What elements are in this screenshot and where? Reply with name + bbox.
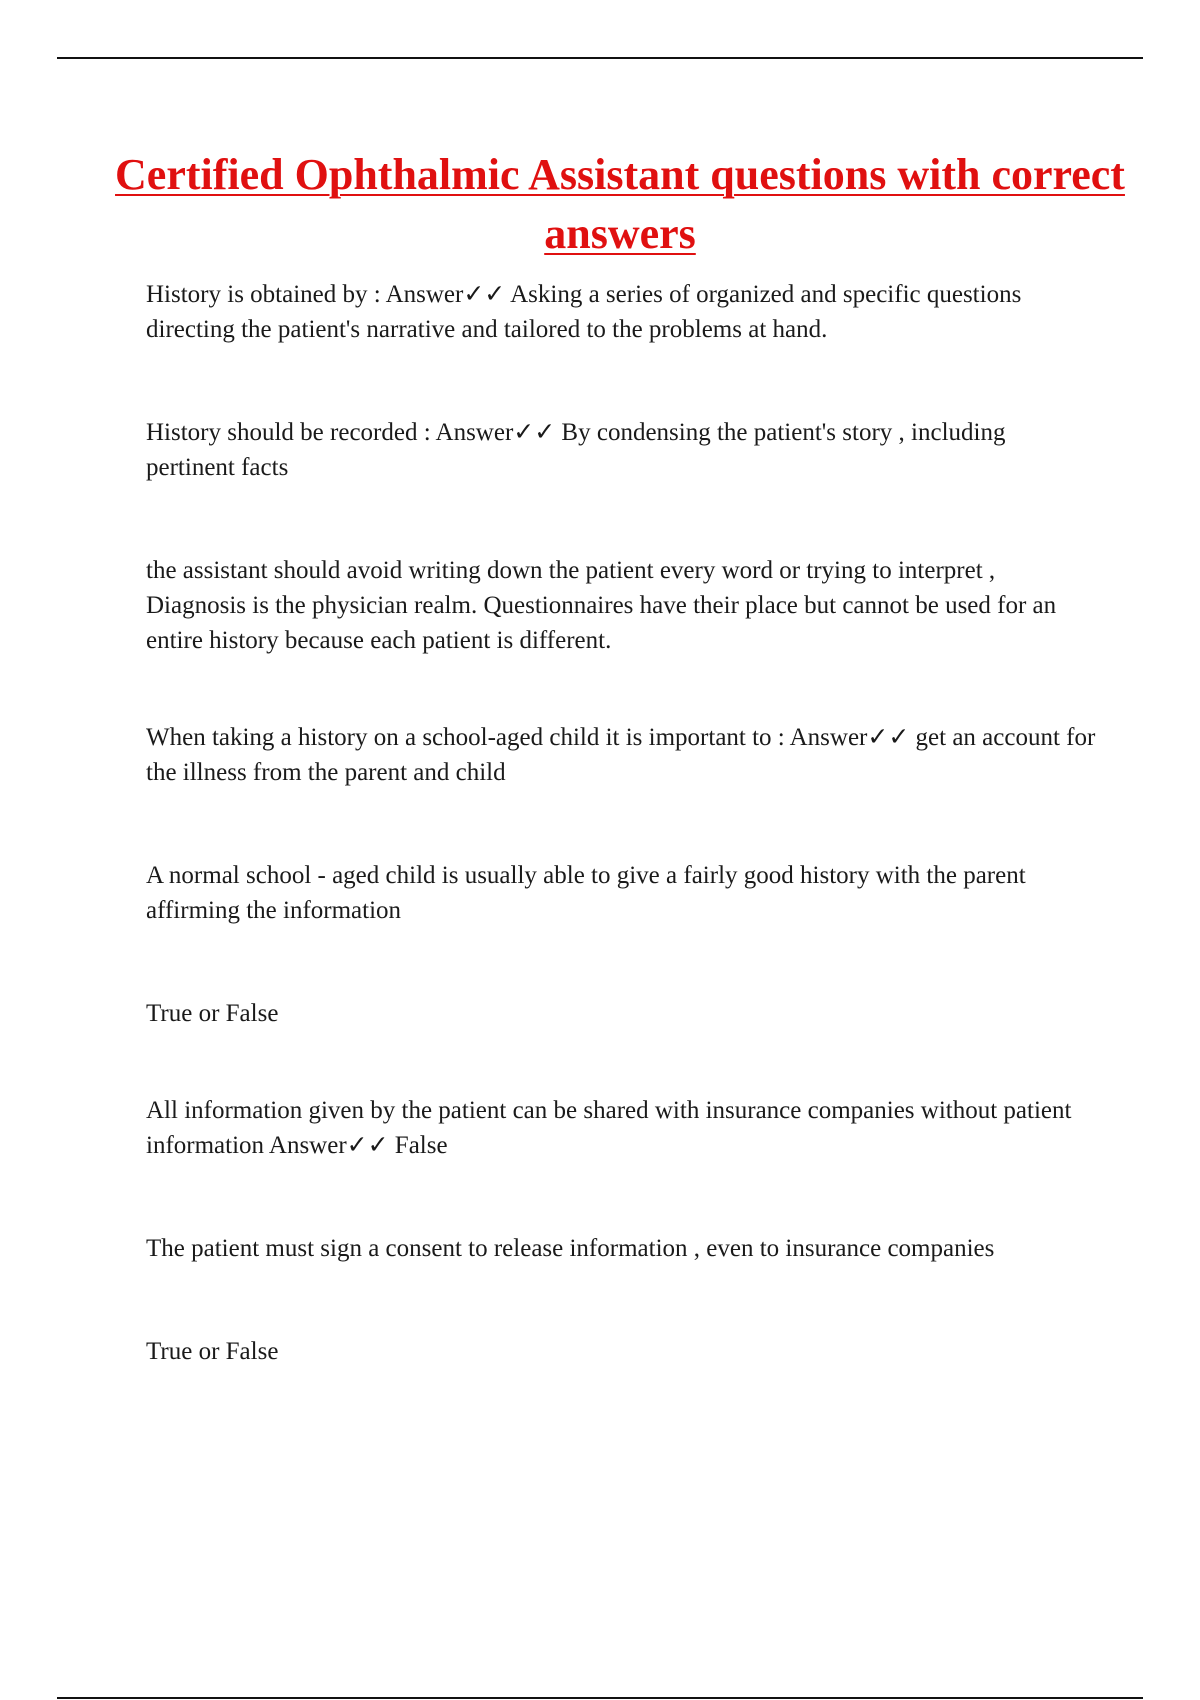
paragraph-true-or-false-2: True or False [146,1338,279,1365]
paragraph-insurance-sharing: All information given by the patient can be shared with insurance companies without patient information Answer✓✓ False [146,1097,1072,1159]
paragraph-true-or-false-1: True or False [146,1000,279,1027]
paragraph-consent-release: The patient must sign a consent to release information , even to insurance companies [146,1235,995,1262]
paragraph-normal-school-aged: A normal school - aged child is usually able to give a fairly good history with the parent affirming the information [146,862,1026,924]
paragraph-assistant-avoid: the assistant should avoid writing down the patient every word or trying to interpret , Diagnosis is the physician realm. Questionnaires have their place but cannot be used for an entire history because each patient is different. [146,557,1057,654]
document-body [146,277,1096,1369]
paragraph-school-aged-child: When taking a history on a school-aged child it is important to : Answer✓✓ get an account for the illness from the parent and child [146,724,1096,786]
document-title: Certified Ophthalmic Assistant questions with correct answers [115,150,1125,258]
paragraph-history-recorded: History should be recorded : Answer✓✓ By condensing the patient's story , including pertinent facts [146,419,1006,481]
bottom-rule [57,1697,1143,1699]
top-rule [57,57,1143,59]
paragraph-history-obtained: History is obtained by : Answer✓✓ Asking a series of organized and specific questions directing the patient's narrative and tailored to the problems at hand. [146,281,1022,343]
